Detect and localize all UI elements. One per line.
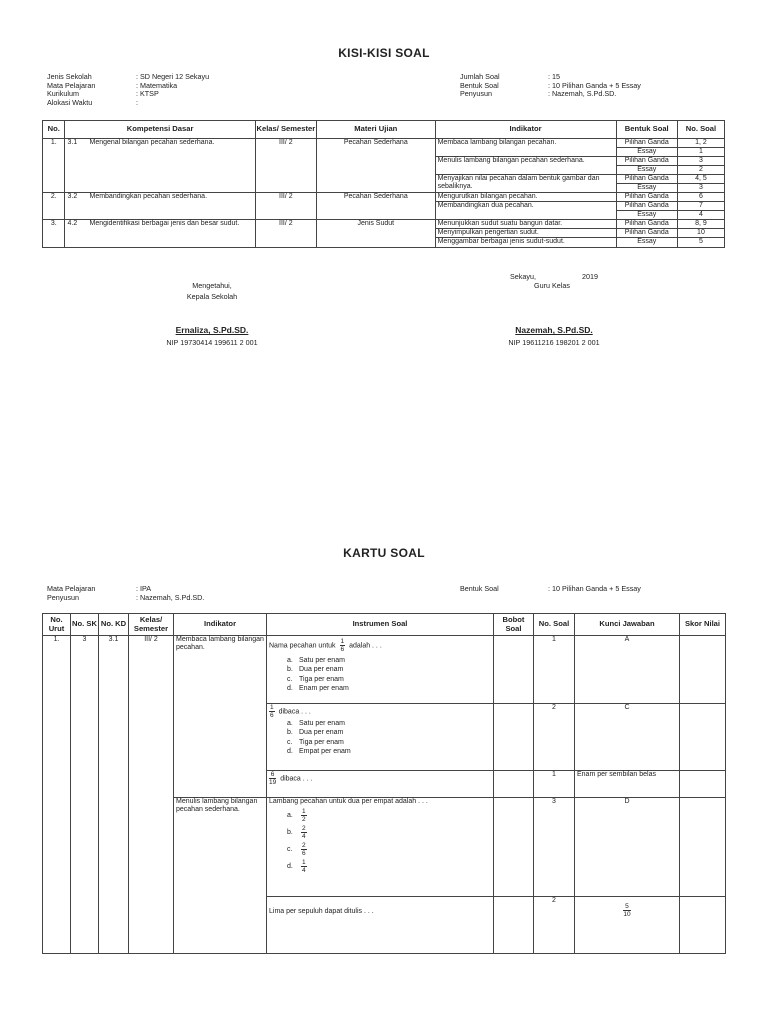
option	[287, 747, 491, 756]
option-letter: d.	[287, 748, 293, 756]
guru-name: Nazemah, S.Pd.SD.	[515, 325, 593, 335]
row-nosoal: 1, 2	[677, 139, 724, 148]
row-nosoal: 3	[677, 184, 724, 193]
cell-skor	[680, 771, 726, 798]
options-list	[269, 719, 491, 757]
row-indikator: Mengurutkan bilangan pecahan.	[435, 193, 616, 202]
cell-nokd: 3.1	[99, 636, 129, 954]
frac-num: 2	[302, 842, 306, 849]
row-bentuk: Pilihan Ganda	[616, 193, 677, 202]
cell-instrumen	[267, 636, 494, 704]
option-letter: b.	[287, 829, 293, 837]
sign-year: 2019	[581, 272, 598, 281]
header-skor: Skor Nilai	[680, 614, 726, 636]
sign-right-nip: NIP 19611216 198201 2 001	[508, 338, 600, 347]
frac-num: 1	[302, 859, 306, 866]
option	[287, 738, 491, 747]
option-text: Enam per enam	[299, 685, 349, 693]
meta-label: Alokasi Waktu	[47, 97, 93, 107]
meta-label: Mata Pelajaran	[47, 80, 96, 90]
table-row	[43, 636, 726, 704]
option-letter: c.	[287, 675, 293, 683]
row-bentuk: Essay	[616, 148, 677, 157]
row-nosoal: 5	[677, 238, 724, 248]
kartu-title: KARTU SOAL	[343, 546, 425, 560]
fraction	[301, 808, 307, 823]
option-letter: b.	[287, 729, 293, 737]
table-header-row	[43, 614, 726, 636]
meta-value: : Nazemah, S.Pd.SD.	[548, 89, 617, 99]
option	[287, 808, 491, 823]
kisi-meta-right	[460, 73, 641, 99]
row-materi: Pecahan Sederhana	[317, 139, 436, 193]
cell-instrumen	[267, 704, 494, 771]
options-list	[269, 808, 491, 874]
frac-den: 4	[302, 867, 306, 874]
frac-den: 19	[269, 779, 277, 786]
row-bentuk: Pilihan Ganda	[616, 139, 677, 148]
option	[287, 859, 491, 874]
cell-instrumen	[267, 897, 494, 954]
cell-indikator: Membaca lambang bilangan pecahan.	[174, 636, 267, 798]
frac-den: 6	[302, 850, 306, 857]
sign-left-nip: NIP 19730414 199611 2 001	[166, 338, 258, 347]
cell-kunci	[575, 897, 680, 954]
option-letter: a.	[287, 720, 293, 727]
fraction	[269, 704, 275, 719]
fraction	[340, 638, 346, 653]
option-letter: c.	[287, 738, 293, 746]
row-nosoal: 6	[677, 193, 724, 202]
frac-num: 5	[625, 903, 629, 910]
header-nosoal: No. Soal	[677, 121, 724, 139]
row-nosoal: 4	[677, 211, 724, 220]
frac-num: 2	[302, 825, 306, 832]
sign-place: Sekayu,	[510, 272, 536, 281]
kd-text: Membandingkan pecahan sederhana.	[89, 193, 208, 200]
header-bentuk: Bentuk Soal	[616, 121, 677, 139]
option	[287, 842, 491, 857]
cell-nosoal: 2	[534, 897, 575, 954]
cell-skor	[680, 636, 726, 704]
row-indikator: Membandingkan dua pecahan.	[435, 202, 616, 220]
cell-instrumen	[267, 798, 494, 897]
header-kunci: Kunci Jawaban	[575, 614, 680, 636]
row-kelas: III/ 2	[255, 139, 316, 193]
options-list	[269, 656, 491, 694]
header-instrumen: Instrumen Soal	[267, 614, 494, 636]
option	[287, 665, 491, 674]
header-materi: Materi Ujian	[317, 121, 436, 139]
option-text: Dua per enam	[299, 729, 344, 737]
row-indikator: Menyajikan nilai pecahan dalam bentuk gambar dan sebaliknya.	[435, 175, 616, 193]
row-nosoal: 10	[677, 229, 724, 238]
cell-nosoal: 1	[534, 636, 575, 704]
option	[287, 675, 491, 684]
cell-kunci: A	[575, 636, 680, 704]
meta-label: Jenis Sekolah	[47, 72, 92, 81]
frac-den: 4	[302, 833, 306, 840]
option-letter: d.	[287, 685, 293, 693]
row-bentuk: Pilihan Ganda	[616, 229, 677, 238]
frac-den: 6	[270, 712, 274, 719]
option	[287, 684, 491, 693]
meta-label: Penyusun	[460, 89, 492, 99]
frac-den: 10	[623, 911, 631, 918]
header-kompetensi: Kompetensi Dasar	[65, 121, 255, 139]
meta-value: : 15	[548, 72, 560, 81]
option-text: Dua per enam	[299, 666, 344, 674]
row-bentuk: Pilihan Ganda	[616, 175, 677, 184]
row-nosoal: 3	[677, 157, 724, 166]
kd-code: 3.2	[67, 193, 78, 200]
cell-skor	[680, 798, 726, 897]
meta-label: Kurikulum	[47, 89, 79, 99]
cell-bobot	[494, 771, 534, 798]
cell-nosk: 3	[71, 636, 99, 954]
meta-label: Jumlah Soal	[460, 72, 500, 81]
meta-value: : SD Negeri 12 Sekayu	[136, 72, 210, 81]
option-letter: a.	[287, 812, 293, 820]
kisi-meta-left	[47, 73, 209, 107]
row-bentuk: Essay	[616, 238, 677, 248]
row-no: 2.	[43, 193, 65, 220]
row-bentuk: Pilihan Ganda	[616, 220, 677, 229]
option-letter: a.	[287, 657, 293, 664]
meta-value: :	[136, 97, 138, 107]
sign-right-name	[474, 325, 634, 335]
cell-bobot	[494, 704, 534, 771]
kd-code: 4.2	[67, 220, 78, 227]
meta-value: : Matematika	[136, 80, 178, 90]
fraction	[623, 903, 630, 918]
header-no: No.	[43, 121, 65, 139]
table-row	[43, 220, 725, 229]
question-stem	[269, 638, 491, 653]
cell-nosoal: 1	[534, 771, 575, 798]
cell-nourut: 1.	[43, 636, 71, 954]
row-indikator: Menyimpulkan pengertian sudut.	[435, 229, 616, 238]
frac-num: 1	[340, 638, 345, 645]
stem-post: dibaca . . .	[278, 708, 311, 716]
cell-kunci: C	[575, 704, 680, 771]
row-indikator: Menulis lambang bilangan pecahan sederhana.	[435, 157, 616, 175]
fraction	[301, 825, 307, 840]
table-row	[43, 193, 725, 202]
sign-left-role1: Mengetahui,	[192, 281, 232, 290]
cell-bobot	[494, 636, 534, 704]
kd-code: 3.1	[67, 139, 78, 146]
table-row	[43, 139, 725, 148]
row-bentuk: Essay	[616, 184, 677, 193]
row-kelas: III/ 2	[255, 193, 316, 220]
cell-kunci: D	[575, 798, 680, 897]
meta-label: Mata Pelajaran	[47, 584, 96, 593]
meta-value: : IPA	[136, 584, 152, 593]
kd-text: Mengidentifikasi berbagai jenis dan besar sudut.	[89, 220, 240, 227]
meta-label: Bentuk Soal	[460, 80, 499, 90]
fraction	[301, 842, 307, 857]
row-kelas: III/ 2	[255, 220, 316, 248]
cell-kelas: III/ 2	[129, 636, 174, 954]
kartu-meta-right	[460, 585, 641, 594]
row-nosoal: 1	[677, 148, 724, 157]
cell-nosoal: 3	[534, 798, 575, 897]
kartu-table	[42, 613, 726, 954]
row-nosoal: 2	[677, 166, 724, 175]
question-stem: Lambang pecahan untuk dua per empat adalah . . .	[269, 798, 428, 805]
sign-left-name	[132, 325, 292, 335]
row-materi: Jenis Sudut	[317, 220, 436, 248]
header-kelas: Kelas/ Semester	[255, 121, 316, 139]
cell-skor	[680, 897, 726, 954]
stem-post: adalah . . .	[349, 642, 382, 650]
option	[287, 728, 491, 737]
meta-value: : Nazemah, S.Pd.SD.	[136, 592, 205, 602]
option-letter: c.	[287, 846, 293, 854]
cell-instrumen	[267, 771, 494, 798]
kd-text: Mengenal bilangan pecahan sederhana.	[89, 139, 215, 146]
row-nosoal: 7	[677, 202, 724, 211]
option-letter: d.	[287, 863, 293, 871]
header-nokd: No. KD	[99, 614, 129, 636]
frac-den: 6	[340, 646, 345, 653]
row-no: 1.	[43, 139, 65, 193]
header-indikator: Indikator	[174, 614, 267, 636]
row-indikator: Menunjukkan sudut suatu bangun datar.	[435, 220, 616, 229]
cell-kunci: Enam per sembilan belas	[575, 771, 680, 798]
header-nourut: No. Urut	[43, 614, 71, 636]
meta-value: : 10 Pilihan Ganda + 5 Essay	[548, 584, 641, 593]
header-indikator: Indikator	[435, 121, 616, 139]
kepsek-name: Ernaliza, S.Pd.SD.	[175, 325, 249, 335]
header-kelas: Kelas/ Semester	[129, 614, 174, 636]
sign-right-date	[510, 272, 598, 281]
question-stem: Lima per sepuluh dapat ditulis . . .	[269, 908, 374, 915]
kisi-title: KISI-KISI SOAL	[338, 46, 430, 60]
row-kd	[65, 193, 255, 220]
row-nosoal: 8, 9	[677, 220, 724, 229]
header-bobot: Bobot Soal	[494, 614, 534, 636]
stem-post: dibaca . . .	[280, 775, 313, 783]
row-no: 3.	[43, 220, 65, 248]
option-text: Satu per enam	[299, 720, 345, 727]
row-indikator: Menggambar berbagai jenis sudut-sudut.	[435, 238, 616, 248]
cell-bobot	[494, 798, 534, 897]
row-bentuk: Essay	[616, 211, 677, 220]
meta-label: Bentuk Soal	[460, 584, 499, 593]
header-nosoal: No. Soal	[534, 614, 575, 636]
option	[287, 825, 491, 840]
kisi-table	[42, 120, 725, 248]
fraction	[269, 771, 276, 786]
row-bentuk: Essay	[616, 166, 677, 175]
frac-num: 6	[270, 771, 275, 778]
option-letter: b.	[287, 666, 293, 674]
row-kd	[65, 139, 255, 193]
meta-value: : 10 Pilihan Ganda + 5 Essay	[548, 80, 641, 90]
cell-nosoal: 2	[534, 704, 575, 771]
option-text: Tiga per enam	[299, 738, 344, 746]
row-kd	[65, 220, 255, 248]
table-header-row	[43, 121, 725, 139]
option-text: Empat per enam	[299, 748, 351, 756]
sign-right-role: Guru Kelas	[534, 281, 570, 290]
sign-left-role2: Kepala Sekolah	[186, 292, 238, 301]
stem-pre: Nama pecahan untuk	[269, 642, 336, 650]
row-indikator: Membaca lambang bilangan pecahan.	[435, 139, 616, 157]
row-bentuk: Pilihan Ganda	[616, 202, 677, 211]
cell-bobot	[494, 897, 534, 954]
row-bentuk: Pilihan Ganda	[616, 157, 677, 166]
meta-label: Penyusun	[47, 592, 79, 602]
option	[287, 719, 491, 728]
option-text: Satu per enam	[299, 657, 345, 664]
row-materi: Pecahan Sederhana	[317, 193, 436, 220]
frac-num: 1	[270, 704, 274, 711]
frac-num: 1	[302, 808, 306, 815]
cell-indikator: Menulis lambang bilangan pecahan sederhana.	[174, 798, 267, 954]
kartu-meta-left	[47, 585, 204, 602]
option	[287, 656, 491, 665]
fraction	[301, 859, 307, 874]
row-nosoal: 4, 5	[677, 175, 724, 184]
question-stem	[269, 704, 491, 719]
header-nosk: No. SK	[71, 614, 99, 636]
meta-value: : KTSP	[136, 89, 159, 99]
frac-den: 2	[302, 816, 306, 823]
cell-skor	[680, 704, 726, 771]
option-text: Tiga per enam	[299, 675, 344, 683]
